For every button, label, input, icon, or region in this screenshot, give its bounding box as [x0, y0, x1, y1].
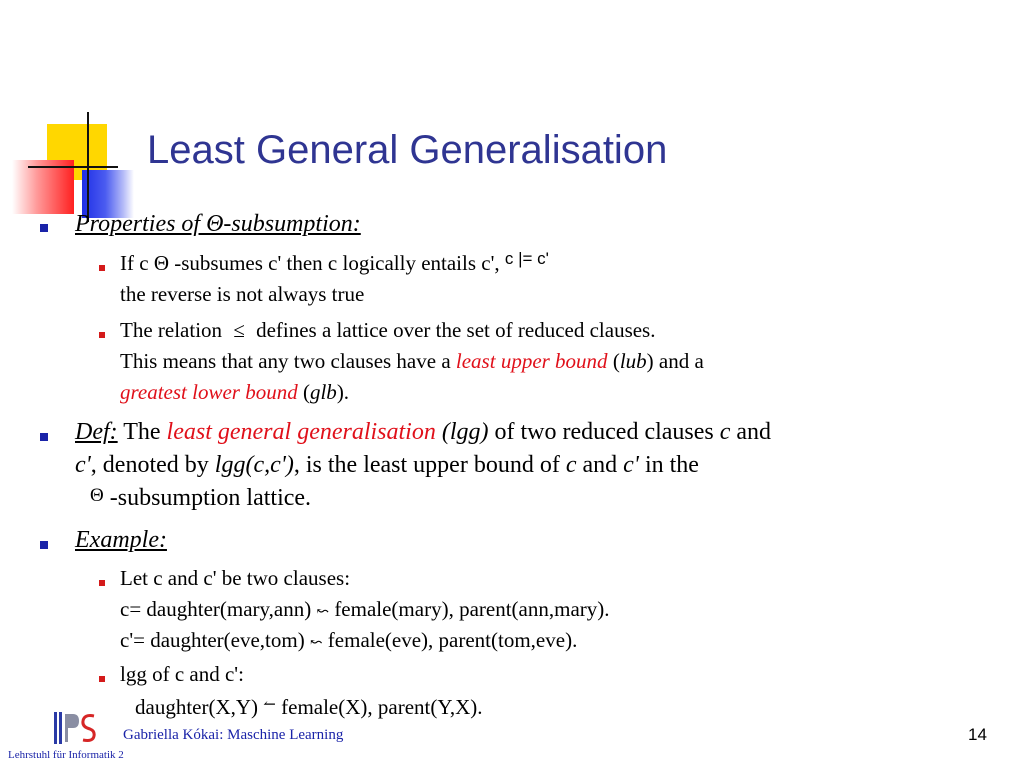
lub-abbr: lub: [619, 349, 647, 373]
lgg-term: least general generalisation: [166, 419, 436, 445]
implication-arrow-3: ↼: [263, 697, 276, 713]
clause-c-prime: c': [75, 452, 91, 478]
glb-abbr: glb: [309, 380, 337, 404]
bullet-property-2: [99, 332, 105, 338]
bullet-property-1: [99, 265, 105, 271]
definition-label: Def:: [75, 419, 118, 445]
definition-text-1: The: [117, 419, 167, 445]
definition-text-7: in the: [638, 452, 699, 478]
lgg-body: female(X), parent(Y,X).: [275, 695, 483, 719]
definition-text-5: , is the least upper bound of: [293, 452, 566, 478]
property-2-line-2: [120, 349, 704, 374]
clause-c-2: c: [565, 452, 577, 478]
clause-c-prime-body: female(eve), parent(tom,eve).: [322, 628, 578, 652]
property-2-text-a: The relation: [120, 318, 228, 342]
definition-text-6: and: [576, 452, 624, 478]
definition-line-1: [75, 419, 771, 446]
clause-c-body: female(mary), parent(ann,mary).: [329, 597, 610, 621]
lub-term: least upper bound: [455, 349, 608, 373]
clause-c-prime-head: c'= daughter(eve,tom): [120, 628, 310, 652]
bullet-example-2: [99, 676, 105, 682]
definition-text-3: and: [730, 419, 772, 445]
example-1-line-3: [120, 628, 577, 653]
definition-line-2: [75, 452, 699, 479]
property-1-line-2: the reverse is not always true: [120, 282, 365, 306]
example-1-line-2: [120, 597, 610, 622]
clause-c: c: [719, 419, 731, 445]
entailment-formula: c |= c': [504, 249, 549, 268]
clause-c-prime-2: c': [623, 452, 639, 478]
institute-logo: [54, 712, 96, 744]
bullet-example-1: [99, 580, 105, 586]
bullet-definition: [40, 433, 48, 441]
decor-red-square: [12, 160, 74, 214]
example-1-line-1: Let c and c' be two clauses:: [120, 566, 351, 590]
definition-line-3: [90, 485, 311, 512]
implication-arrow-2: ↜: [309, 635, 323, 651]
property-2-paren-open-2: (: [297, 380, 310, 404]
example-2-line-2: [135, 695, 482, 720]
property-2-text-c: This means that any two clauses have a: [120, 349, 456, 373]
footer-author: Gabriella Kókai: Maschine Learning: [123, 727, 344, 743]
implication-arrow-1: ↜: [316, 604, 330, 620]
property-2-paren-open: (: [607, 349, 620, 373]
definition-text-2: of two reduced clauses: [488, 419, 720, 445]
lgg-head: daughter(X,Y): [135, 695, 264, 719]
example-2-line-1: lgg of c and c':: [120, 662, 244, 686]
slide-title: Least General Generalisation: [147, 128, 668, 172]
property-1-text-b: -subsumes c' then c logically entails c',: [168, 251, 505, 275]
definition-text-4: , denoted by: [90, 452, 215, 478]
example-label: Example:: [75, 527, 167, 553]
lgg-abbr: (lgg): [441, 419, 489, 445]
glb-term: greatest lower bound: [120, 380, 298, 404]
property-2-text-d: ) and a: [646, 349, 704, 373]
decor-horizontal-line: [28, 166, 118, 168]
properties-heading: Properties of Θ-subsumption:: [75, 211, 361, 237]
clause-c-head: c= daughter(mary,ann): [120, 597, 317, 621]
page-number: 14: [968, 725, 987, 744]
property-2-line-3: [120, 380, 349, 405]
lgg-notation: lgg(c,c'): [214, 452, 294, 478]
property-2-line-1: [120, 318, 655, 343]
bullet-properties: [40, 224, 48, 232]
property-1-line-1: [120, 251, 549, 276]
property-1-text-a: If c: [120, 251, 154, 275]
property-2-text-e: ).: [336, 380, 350, 404]
definition-text-8: -subsumption lattice.: [103, 485, 312, 511]
bullet-example: [40, 541, 48, 549]
footer-department: Lehrstuhl für Informatik 2: [8, 749, 124, 761]
theta-symbol: Θ: [153, 251, 169, 275]
relation-symbol: ≤: [233, 318, 245, 342]
theta-symbol-2: Θ: [90, 485, 104, 506]
property-2-text-b: defines a lattice over the set of reduced clauses.: [250, 318, 656, 342]
